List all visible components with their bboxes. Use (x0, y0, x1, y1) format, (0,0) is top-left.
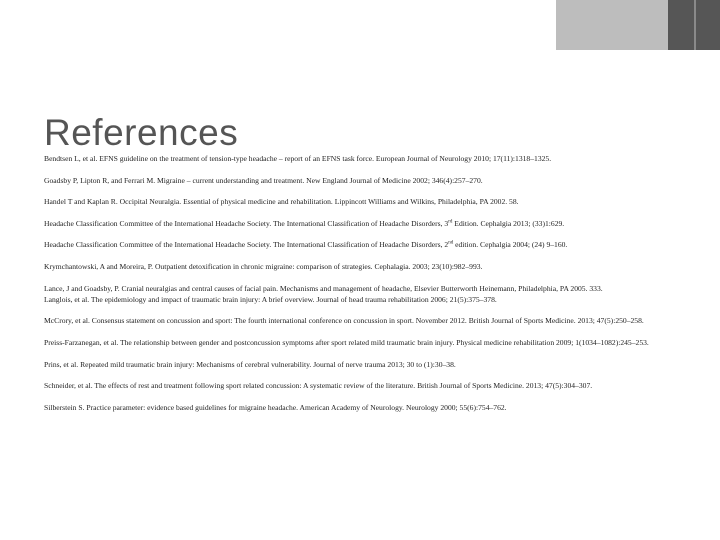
reference-text: Langlois, et al. The epidemiology and impact of traumatic brain injury: A brief overview. Journal of head trauma rehabilitation 2006; 21(5):375–378. (44, 294, 497, 304)
reference-text: Edition. Cephalgia 2013; (33)1:629. (452, 218, 565, 228)
reference-text: Prins, et al. Repeated mild traumatic brain injury: Mechanisms of cerebral vulnerability. Journal of nerve trauma 2013; 30 to (1):30–38. (44, 359, 456, 369)
reference-text: Preiss-Farzanegan, et al. The relationship between gender and postconcussion symptoms after sport related mild traumatic brain injury. Physical medicine rehabilitation 2009; 1(1034–1082):245–253. (44, 337, 649, 347)
decorative-stripe (694, 0, 696, 50)
ordinal-superscript: nd (448, 240, 454, 246)
reference-text: Lance, J and Goadsby, P. Cranial neuralgias and central causes of facial pain. Mechanisms and management of headache, Elsevier Butterworth Heinemann, Philadelphia, PA 2005. 333. (44, 283, 603, 293)
reference-text: Headache Classification Committee of the International Headache Society. The International Classification of Headache Disorders, 2 (44, 240, 449, 250)
ordinal-superscript: rd (448, 219, 453, 225)
reference-list (44, 154, 684, 412)
reference-text: Headache Classification Committee of the International Headache Society. The International Classification of Headache Disorders, 3 (44, 218, 449, 228)
reference-item (44, 284, 684, 293)
reference-item (44, 219, 684, 228)
reference-item (44, 240, 684, 249)
reference-item (44, 338, 684, 347)
reference-text: Silberstein S. Practice parameter: evidence based guidelines for migraine headache. American Academy of Neurology. Neurology 2000; 55(6):754–762. (44, 402, 507, 412)
reference-item (44, 197, 684, 206)
reference-item (44, 262, 684, 271)
reference-item (44, 403, 684, 412)
reference-item (44, 316, 684, 325)
reference-item (44, 295, 684, 304)
reference-text: Schneider, et al. The effects of rest and treatment following sport related concussion: A systematic review of the literature. British Journal of Sports Medicine. 2013; 47(5):304–307. (44, 381, 593, 391)
reference-item (44, 360, 684, 369)
slide-title: References (44, 112, 239, 153)
reference-text: Handel T and Kaplan R. Occipital Neuralgia. Essential of physical medicine and rehabilitation. Lippincott Williams and Wilkins, Philadelphia, PA 2002. 58. (44, 197, 519, 207)
reference-text: edition. Cephalgia 2004; (24) 9–160. (453, 240, 568, 250)
reference-text: McCrory, et al. Consensus statement on concussion and sport: The fourth international conference on concussion in sport. November 2012. British Journal of Sports Medicine. 2013; 47(5):250–258. (44, 316, 644, 326)
reference-text: Goadsby P, Lipton R, and Ferrari M. Migraine – current understanding and treatment. New England Journal of Medicine 2002; 346(4):257–270. (44, 175, 483, 185)
reference-text: Bendtsen L, et al. EFNS guideline on the treatment of tension-type headache – report of an EFNS task force. European Journal of Neurology 2010; 17(11):1318–1325. (44, 154, 552, 163)
reference-item (44, 381, 684, 390)
reference-item (44, 176, 684, 185)
reference-text: Krymchantowski, A and Moreira, P. Outpatient detoxification in chronic migraine: comparison of strategies. Cephalagia. 2003; 23(10):982–993. (44, 261, 483, 271)
reference-item (44, 154, 684, 163)
decorative-bar-light (556, 0, 668, 50)
